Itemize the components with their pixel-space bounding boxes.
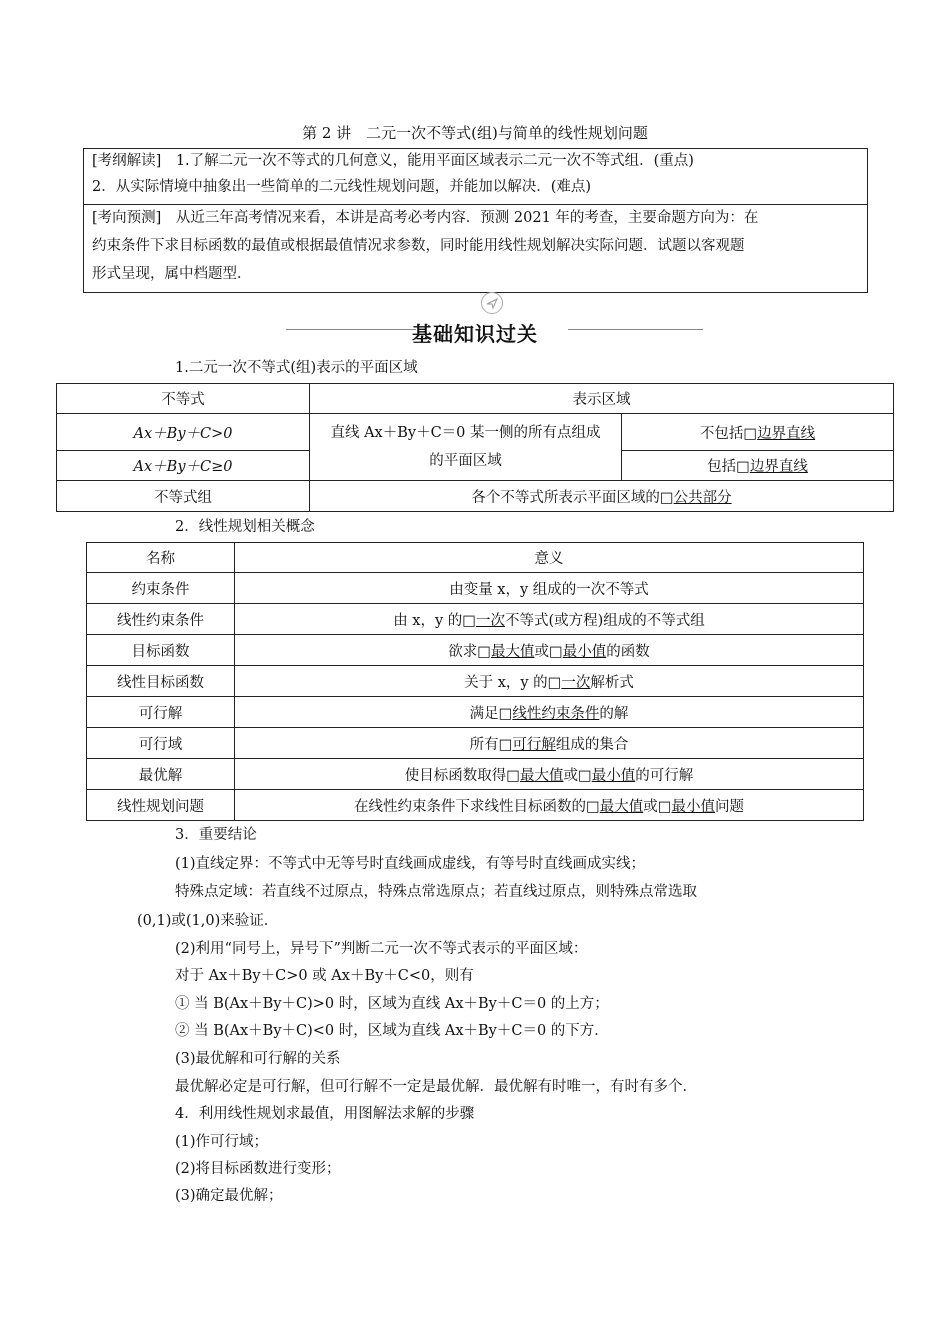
step: (1)作可行域； bbox=[175, 1134, 269, 1150]
meaning-answer: 线性约束条件 bbox=[512, 705, 600, 722]
section2-heading: 2．线性规划相关概念 bbox=[175, 519, 315, 535]
concept-name: 可行域 bbox=[87, 728, 235, 759]
region-description bbox=[310, 414, 622, 481]
forecast-line-2: 约束条件下求目标函数的最值或根据最值情况求参数，同时能用线性规划解决实际问题．试题以客观题 bbox=[92, 238, 745, 254]
meaning-answer: 最大值 bbox=[491, 643, 535, 660]
meaning-text: 关于 x，y 的□ bbox=[464, 674, 562, 691]
header-meaning: 意义 bbox=[235, 543, 864, 573]
paragraph: 最优解必定是可行解，但可行解不一定是最优解．最优解有时唯一，有时有多个． bbox=[175, 1079, 697, 1095]
concept-table bbox=[86, 542, 864, 821]
section1-heading: 1.二元一次不等式(组)表示的平面区域 bbox=[175, 360, 418, 376]
table-row bbox=[87, 728, 864, 759]
paragraph: ② 当 B(Ax＋By＋C)<0 时，区域为直线 Ax＋By＋C＝0 的下方． bbox=[175, 1023, 609, 1039]
meaning-text: 或□ bbox=[534, 643, 563, 660]
meaning-text: 组成的集合 bbox=[555, 736, 629, 753]
meaning-answer: 最大值 bbox=[520, 767, 564, 784]
paragraph: (1)直线定界：不等式中无等号时直线画成虚线，有等号时直线画成实线； bbox=[175, 856, 646, 872]
concept-meaning bbox=[235, 635, 864, 666]
concept-meaning bbox=[235, 666, 864, 697]
step: (2)将目标函数进行变形； bbox=[175, 1161, 341, 1177]
meaning-text: 不等式(或方程)组成的不等式组 bbox=[504, 612, 705, 629]
concept-meaning bbox=[235, 697, 864, 728]
concept-name: 目标函数 bbox=[87, 635, 235, 666]
syllabus-line-2: 2．从实际情境中抽象出一些简单的二元线性规划问题，并能加以解决．(难点) bbox=[92, 179, 592, 195]
syllabus-box bbox=[83, 148, 868, 293]
concept-meaning bbox=[235, 759, 864, 790]
ineq-strict: Ax＋By＋C>0 bbox=[57, 414, 310, 451]
concept-name: 可行解 bbox=[87, 697, 235, 728]
meaning-text: 所有□ bbox=[469, 736, 513, 753]
section4-heading: 4．利用线性规划求最值，用图解法求解的步骤 bbox=[175, 1106, 475, 1122]
concept-name: 线性规划问题 bbox=[87, 790, 235, 821]
region-nonstrict-prefix: 包括□ bbox=[707, 459, 750, 475]
table-row bbox=[87, 573, 864, 604]
meaning-text: 或□ bbox=[643, 798, 672, 815]
meaning-answer: 一次 bbox=[475, 612, 505, 629]
concept-name: 线性目标函数 bbox=[87, 666, 235, 697]
paragraph: (0,1)或(1,0)来验证． bbox=[137, 913, 279, 929]
paragraph: 对于 Ax＋By＋C>0 或 Ax＋By＋C<0，则有 bbox=[175, 968, 474, 984]
section3-heading: 3．重要结论 bbox=[175, 827, 257, 843]
section-banner: 基础知识过关 bbox=[412, 322, 538, 346]
region-desc-line-1: 直线 Ax＋By＋C＝0 某一侧的所有点组成 bbox=[330, 425, 601, 441]
paragraph: 特殊点定域：若直线不过原点，特殊点常选原点；若直线过原点，则特殊点常选取 bbox=[175, 884, 697, 900]
concept-name: 线性约束条件 bbox=[87, 604, 235, 635]
region-nonstrict-answer: 边界直线 bbox=[749, 459, 808, 475]
concept-meaning bbox=[235, 573, 864, 604]
syllabus-line-1: [考纲解读] 1.了解二元一次不等式的几何意义，能用平面区域表示二元一次不等式组．(重点) bbox=[92, 153, 694, 169]
meaning-text: 满足□ bbox=[469, 705, 513, 722]
region-system-prefix: 各个不等式所表示平面区域的□ bbox=[471, 489, 674, 506]
meaning-answer: 最大值 bbox=[599, 798, 644, 815]
meaning-text: 在线性约束条件下求线性目标函数的□ bbox=[354, 798, 600, 815]
concept-meaning bbox=[235, 604, 864, 635]
meaning-answer: 最小值 bbox=[671, 798, 715, 815]
meaning-text: 的函数 bbox=[606, 643, 650, 660]
meaning-text: 的解 bbox=[599, 705, 629, 722]
ineq-nonstrict: Ax＋By＋C≥0 bbox=[57, 451, 310, 481]
region-strict-answer: 边界直线 bbox=[757, 425, 816, 442]
meaning-text: 由变量 x，y 组成的一次不等式 bbox=[449, 581, 649, 598]
meaning-answer: 一次 bbox=[561, 674, 591, 691]
meaning-text: 解析式 bbox=[590, 674, 634, 691]
meaning-answer: 可行解 bbox=[512, 736, 556, 753]
meaning-text: 或□ bbox=[563, 767, 592, 784]
step: (3)确定最优解； bbox=[175, 1188, 283, 1204]
paper-plane-icon bbox=[481, 292, 503, 314]
table-row bbox=[87, 666, 864, 697]
header-region: 表示区域 bbox=[310, 384, 894, 414]
meaning-answer: 最小值 bbox=[562, 643, 607, 660]
forecast-line-3: 形式呈现，属中档题型． bbox=[92, 266, 252, 282]
header-inequality: 不等式 bbox=[57, 384, 310, 414]
paragraph: (3)最优解和可行解的关系 bbox=[175, 1051, 341, 1067]
concept-name: 最优解 bbox=[87, 759, 235, 790]
meaning-text: 问题 bbox=[714, 798, 744, 815]
table-row bbox=[87, 790, 864, 821]
concept-meaning bbox=[235, 728, 864, 759]
region-nonstrict bbox=[622, 451, 894, 481]
region-desc-line-2: 的平面区域 bbox=[429, 453, 502, 469]
meaning-text: 使目标函数取得□ bbox=[404, 767, 520, 784]
paragraph: ① 当 B(Ax＋By＋C)>0 时，区域为直线 Ax＋By＋C＝0 的上方； bbox=[175, 996, 609, 1012]
box-divider bbox=[84, 204, 867, 205]
paragraph: (2)利用“同号上，异号下”判断二元一次不等式表示的平面区域： bbox=[175, 941, 588, 957]
concept-name: 约束条件 bbox=[87, 573, 235, 604]
region-system bbox=[310, 481, 894, 512]
region-strict-prefix: 不包括□ bbox=[699, 425, 758, 442]
region-strict bbox=[622, 414, 894, 451]
table-row bbox=[87, 697, 864, 728]
concept-meaning bbox=[235, 790, 864, 821]
lesson-title: 第 2 讲 二元一次不等式(组)与简单的线性规划问题 bbox=[302, 124, 648, 142]
header-name: 名称 bbox=[87, 543, 235, 573]
inequality-region-table bbox=[56, 383, 894, 512]
table-row bbox=[87, 759, 864, 790]
ineq-system: 不等式组 bbox=[57, 481, 310, 512]
region-system-answer: 公共部分 bbox=[673, 489, 732, 506]
table-row bbox=[87, 604, 864, 635]
meaning-text: 由 x，y 的□ bbox=[393, 612, 476, 629]
meaning-answer: 最小值 bbox=[591, 767, 636, 784]
meaning-text: 的可行解 bbox=[635, 767, 694, 784]
meaning-text: 欲求□ bbox=[448, 643, 491, 660]
table-row bbox=[87, 635, 864, 666]
forecast-line-1: [考向预测] 从近三年高考情况来看，本讲是高考必考内容．预测 2021 年的考查，主要命题方向为：在 bbox=[92, 210, 759, 226]
